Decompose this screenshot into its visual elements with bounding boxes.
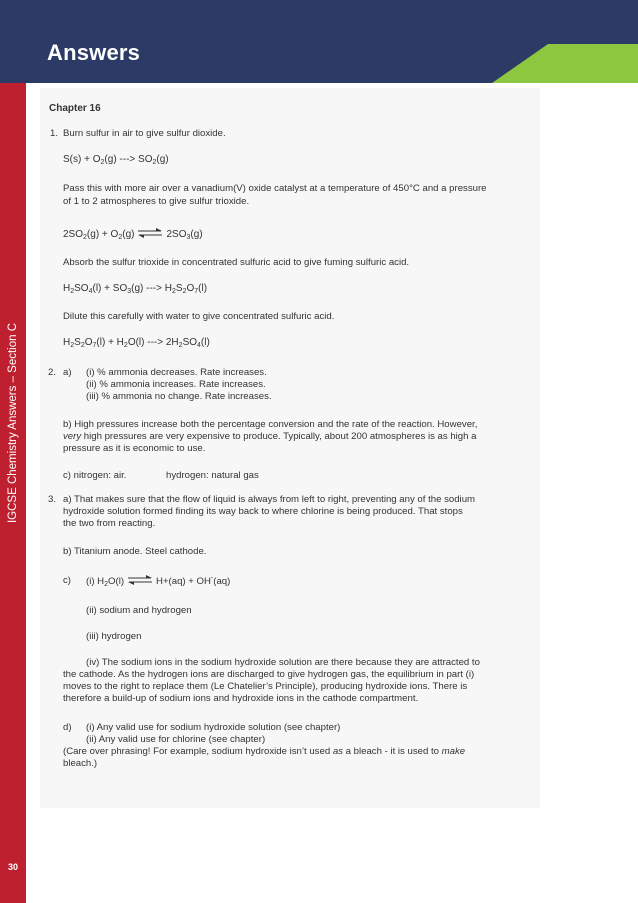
q3-c-iv-line-2: the cathode. As the hydrogen ions are discharged to give hydrogen gas, the equilibrium in part (i) [63, 669, 475, 680]
section-label: IGCSE Chemistry Answers – Section C [7, 322, 19, 524]
q1-intro: Burn sulfur in air to give sulfur dioxide. [63, 128, 226, 139]
chapter-heading: Chapter 16 [49, 103, 101, 114]
q3-a-line-3: the two from reacting. [63, 518, 156, 529]
q2-c-nitrogen: c) nitrogen: air. [63, 470, 127, 481]
page-number: 30 [7, 862, 18, 872]
q1-equation-1: $S(s) + O_2(g)$ ---> $SO_2(g)$ [63, 154, 169, 166]
q3-d-care-line-2: bleach.) [63, 758, 98, 769]
q3-d-ii: (ii) Any valid use for chlorine (see chapter) [86, 734, 266, 745]
q2-a-iii: (iii) % ammonia no change. Rate increases. [86, 391, 272, 402]
q3-c-label: c) [63, 575, 71, 586]
q1-number: 1. [50, 128, 59, 139]
q1-pass-line-1: Pass this with more air over a vanadium(V) oxide catalyst at a temperature of 450°C and a pressure [63, 183, 487, 194]
q3-b: b) Titanium anode. Steel cathode. [63, 546, 207, 557]
q3-number: 3. [48, 494, 57, 505]
equilibrium-arrow-icon [137, 228, 163, 238]
q3-c-iii: (iii) hydrogen [86, 631, 142, 642]
q3-c-i: (i) $H_2O(l) H+(aq) + OH^-(aq)$ [86, 575, 231, 588]
page-title: Answers [47, 40, 141, 65]
q3-d-care-line-1: (Care over phrasing! For example, sodium hydroxide isn’t used as a bleach - it is used to make [63, 746, 466, 757]
sidebar [0, 83, 26, 903]
q2-a-ii: (ii) % ammonia increases. Rate increases. [86, 379, 266, 390]
q1-absorb: Absorb the sulfur trioxide in concentrated sulfuric acid to give fuming sulfuric acid. [63, 257, 410, 268]
q2-a-i: (i) % ammonia decreases. Rate increases. [86, 367, 267, 378]
q3-c-iv-line-4: therefore a build-up of sodium ions and hydroxide ions in the cathode compartment. [63, 693, 419, 704]
q2-a-label: a) [63, 367, 72, 378]
q1-dilute: Dilute this carefully with water to give concentrated sulfuric acid. [63, 311, 335, 322]
q1-equation-4: $H_2S_2O_7(l) + H_2O(l)$ ---> $2H_2SO_4(l)$ [63, 337, 210, 349]
q3-c-iv-line-1: (iv) The sodium ions in the sodium hydroxide solution are there because they are attracted to [86, 657, 480, 668]
equilibrium-arrow-icon [127, 575, 153, 585]
q3-c-ii: (ii) sodium and hydrogen [86, 605, 192, 616]
q3-c-iv-line-3: moves to the right to replace them (Le Chatelier’s Principle), producing hydroxide ions. There is [63, 681, 468, 692]
q3-d-i: (i) Any valid use for sodium hydroxide solution (see chapter) [86, 722, 341, 733]
q2-b-line-1: b) High pressures increase both the percentage conversion and the rate of the reaction. However, [63, 419, 478, 430]
q1-equation-3: $H_2SO_4(l) + SO_3(g)$ ---> $H_2S_2O_7(l)$ [63, 283, 208, 295]
q1-equation-2: $2SO_2(g) + O_2(g)$ $2SO_3(g)$ [63, 229, 203, 241]
q2-b-line-2: very high pressures are very expensive to produce. Typically, about 200 atmospheres is as high a [63, 431, 477, 442]
q2-c-hydrogen: hydrogen: natural gas [166, 470, 259, 481]
q2-number: 2. [48, 367, 57, 378]
q3-a-line-1: a) That makes sure that the flow of liquid is always from left to right, preventing any of the sodium [63, 494, 476, 505]
q1-pass-line-2: of 1 to 2 atmospheres to give sulfur trioxide. [63, 196, 250, 207]
q3-d-label: d) [63, 722, 72, 733]
q2-b-line-3: pressure as it is economic to use. [63, 443, 206, 454]
q3-a-line-2: hydroxide solution formed finding its way back to where chlorine is being produced. That stops [63, 506, 463, 517]
